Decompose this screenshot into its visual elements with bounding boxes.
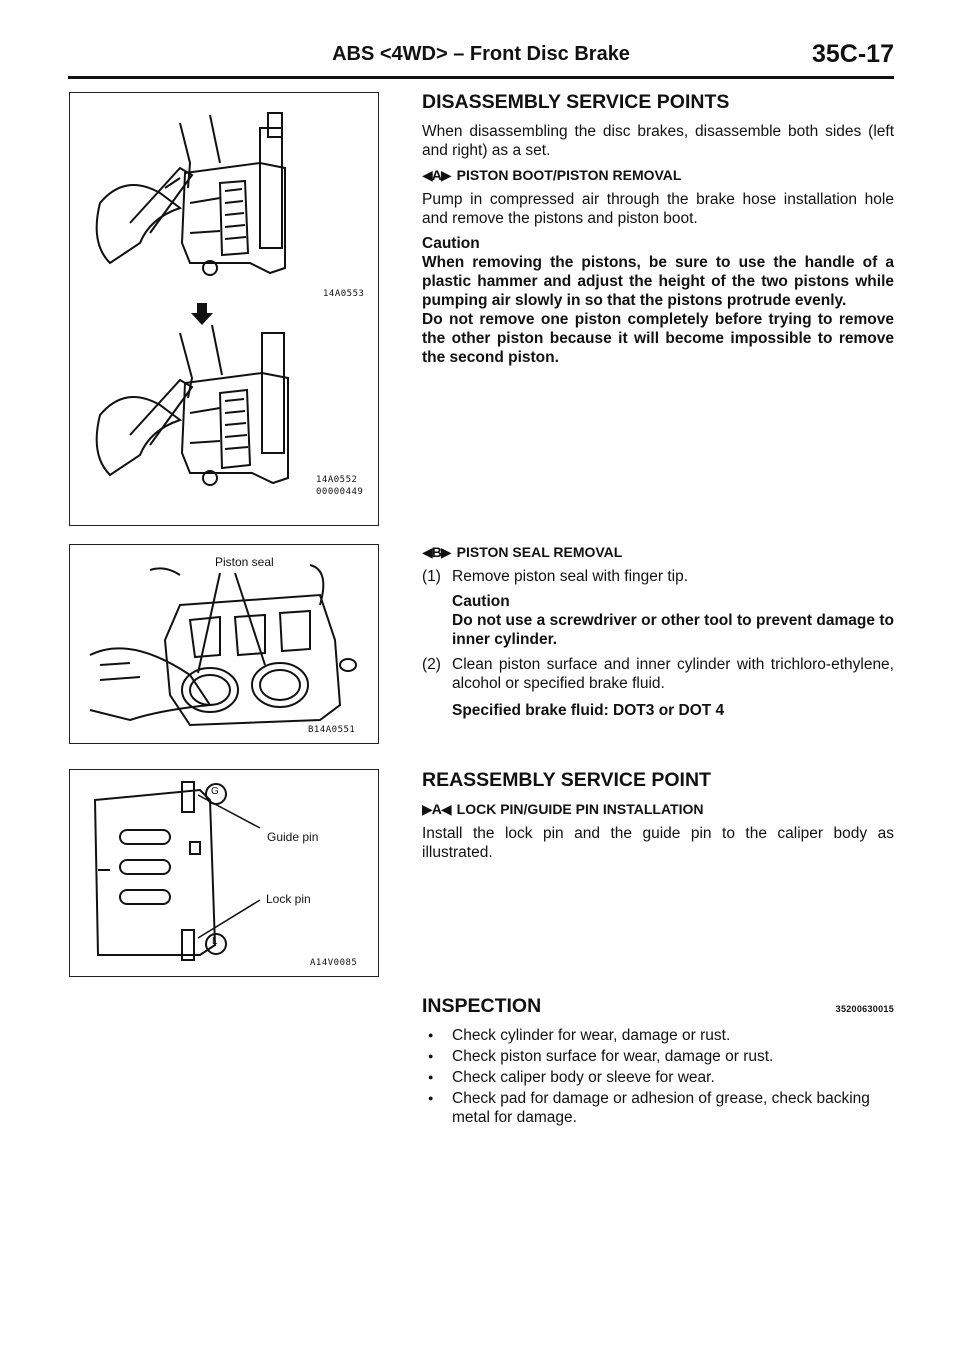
step-a-title: ◀A▶ PISTON BOOT/PISTON REMOVAL [422,167,682,183]
figure-pin-installation [69,769,379,977]
step-b-marker: ◀B▶ [422,544,451,560]
inspection-section [422,994,894,1129]
piston-seal-section [422,543,894,726]
down-arrow-icon [191,303,213,325]
caution-text-2: Do not remove one piston completely before trying to remove the other piston because it will become impossible to remove the second piston. [422,311,894,366]
figure-code-top: 14A0553 [323,289,365,299]
inspection-item: ● Check cylinder for wear, damage or rust. [422,1026,894,1045]
caution-text-1: When removing the pistons, be sure to use the handle of a plastic hammer and adjust the height of the two pistons while pumping air slowly in so that the pistons protrude evenly. [422,254,894,309]
page-title: ABS <4WD> – Front Disc Brake [332,43,630,65]
step-b-caution: Caution Do not use a screwdriver or other tool to prevent damage to inner cylinder. [452,593,894,648]
step-b-item-1: (1) Remove piston seal with finger tip. [422,568,689,585]
figure-piston-seal [69,544,379,744]
piston-removal-illustration [70,93,378,525]
circle-label-g: G [211,786,219,797]
disassembly-intro: When disassembling the disc brakes, disassemble both sides (left and right) as a set. [422,123,894,159]
page-number: 35C-17 [812,40,894,68]
reassembly-heading: REASSEMBLY SERVICE POINT [422,769,711,791]
caution-label: Caution [422,235,480,252]
piston-seal-label: Piston seal [215,555,274,569]
disassembly-section [422,90,894,367]
step-a-marker: ◀A▶ [422,167,451,183]
figure-code: A14V0085 [310,958,358,968]
reassembly-text: Install the lock pin and the guide pin to the caliper body as illustrated. [422,825,894,861]
guide-pin-label: Guide pin [267,830,319,844]
reassembly-marker: ▶A◀ [422,801,451,817]
piston-seal-illustration [70,545,378,743]
inspection-item: ● Check piston surface for wear, damage or rust. [422,1047,894,1066]
inspection-list [422,1026,894,1127]
step-b-title: ◀B▶ PISTON SEAL REMOVAL [422,544,623,560]
lock-pin-label: Lock pin [266,892,311,906]
step-a-text: Pump in compressed air through the brake hose installation hole and remove the pistons and piston boot. [422,191,894,227]
inspection-item: ● Check caliper body or sleeve for wear. [422,1068,894,1087]
reassembly-section [422,768,894,868]
disassembly-heading: DISASSEMBLY SERVICE POINTS [422,91,730,113]
reassembly-step-title: ▶A◀ LOCK PIN/GUIDE PIN INSTALLATION [422,801,704,817]
circle-label-l: L [212,936,218,947]
step-a-caution [422,234,894,367]
inspection-id: 35200630015 [835,1004,894,1014]
page-header [68,40,894,79]
figure-code: B14A0551 [308,725,356,735]
figure-piston-removal [69,92,379,526]
inspection-heading: INSPECTION [422,995,542,1017]
brake-fluid-spec: Specified brake fluid: DOT3 or DOT 4 [452,702,725,719]
figure-code-id: 00000449 [316,487,364,497]
figure-code-bottom: 14A0552 [316,475,358,485]
inspection-item: ● Check pad for damage or adhesion of grease, check backing metal for damage. [422,1089,894,1127]
step-b-item-2: (2) Clean piston surface and inner cylinder with trichloro-ethylene, alcohol or specified brake fluid. [422,656,894,692]
pin-installation-illustration [70,770,378,976]
